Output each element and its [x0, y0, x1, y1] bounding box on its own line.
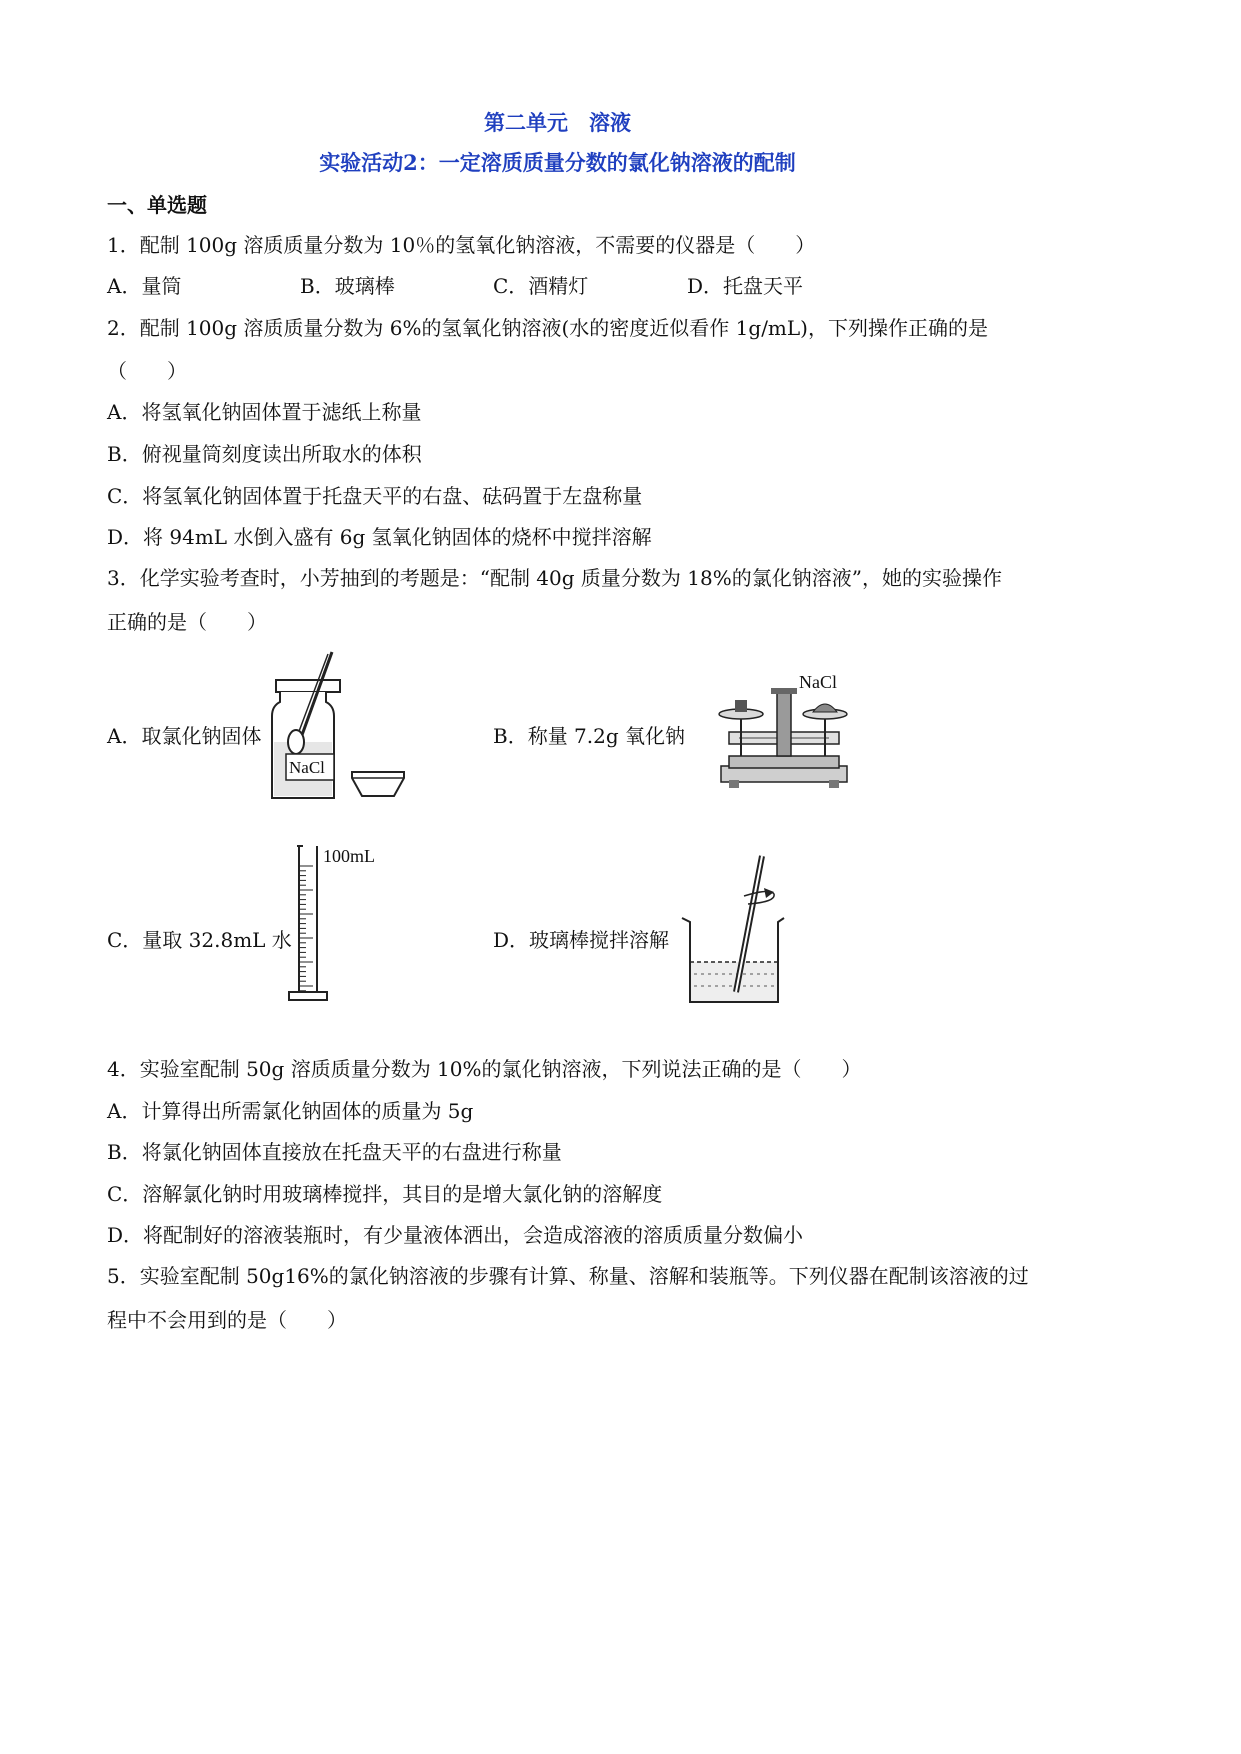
- q4-option-c: C．溶解氯化钠时用玻璃棒搅拌，其目的是增大氯化钠的溶解度: [107, 1182, 663, 1206]
- q2-option-b: B．俯视量筒刻度读出所取水的体积: [107, 442, 422, 466]
- q1-option-a: A．量筒: [107, 274, 182, 298]
- q2-option-c: C．将氢氧化钠固体置于托盘天平的右盘、砝码置于左盘称量: [107, 484, 643, 508]
- question-5-stem-line-2: 程中不会用到的是（ ）: [107, 1308, 347, 1332]
- q1-option-d: D．托盘天平: [687, 274, 804, 298]
- balance-nacl-label: NaCl: [799, 672, 837, 692]
- graduated-cylinder-figure: [285, 842, 395, 1004]
- q4-option-d: D．将配制好的溶液装瓶时，有少量液体洒出，会造成溶液的溶质质量分数偏小: [107, 1223, 804, 1247]
- q4-option-a: A．计算得出所需氯化钠固体的质量为 5g: [107, 1099, 474, 1123]
- question-3-stem-line-1: 3．化学实验考查时，小芳抽到的考题是：“配制 40g 质量分数为 18%的氯化钠溶液”，她的实验操作: [107, 566, 1002, 590]
- question-2-stem-line-2: （ ）: [107, 359, 187, 383]
- beaker-stirring-figure: [678, 852, 796, 1008]
- q3-option-a: A．取氯化钠固体: [107, 724, 262, 748]
- section-heading: 一、单选题: [107, 193, 207, 217]
- q1-option-b: B．玻璃棒: [300, 274, 395, 298]
- question-2-stem-line-1: 2．配制 100g 溶质质量分数为 6%的氢氧化钠溶液(水的密度近似看作 1g/mL)，下列操作正确的是: [107, 316, 988, 340]
- q1-option-c: C．酒精灯: [493, 274, 589, 298]
- cylinder-volume-label: 100mL: [323, 846, 375, 866]
- tray-balance-figure: [715, 668, 855, 796]
- bottle-nacl-label: NaCl: [289, 758, 325, 777]
- q2-option-a: A．将氢氧化钠固体置于滤纸上称量: [107, 400, 422, 424]
- reagent-bottle-figure: [262, 650, 412, 805]
- q3-option-c: C．量取 32.8mL 水: [107, 928, 292, 952]
- q4-option-b: B．将氯化钠固体直接放在托盘天平的右盘进行称量: [107, 1140, 562, 1164]
- q3-option-d: D．玻璃棒搅拌溶解: [493, 928, 670, 952]
- question-3-stem-line-2: 正确的是（ ）: [107, 610, 267, 634]
- q3-option-b: B．称量 7.2g 氧化钠: [493, 724, 686, 748]
- question-4-stem: 4．实验室配制 50g 溶质质量分数为 10%的氯化钠溶液，下列说法正确的是（ ）: [107, 1057, 862, 1081]
- question-5-stem-line-1: 5．实验室配制 50g16%的氯化钠溶液的步骤有计算、称量、溶解和装瓶等。下列仪器在配制该溶液的过: [107, 1264, 1029, 1288]
- activity-title: 实验活动2：一定溶质质量分数的氯化钠溶液的配制: [319, 150, 796, 175]
- q2-option-d: D．将 94mL 水倒入盛有 6g 氢氧化钠固体的烧杯中搅拌溶解: [107, 525, 652, 549]
- question-1-stem: 1．配制 100g 溶质质量分数为 10％的氢氧化钠溶液，不需要的仪器是（ ）: [107, 233, 816, 257]
- unit-title: 第二单元 溶液: [484, 110, 631, 135]
